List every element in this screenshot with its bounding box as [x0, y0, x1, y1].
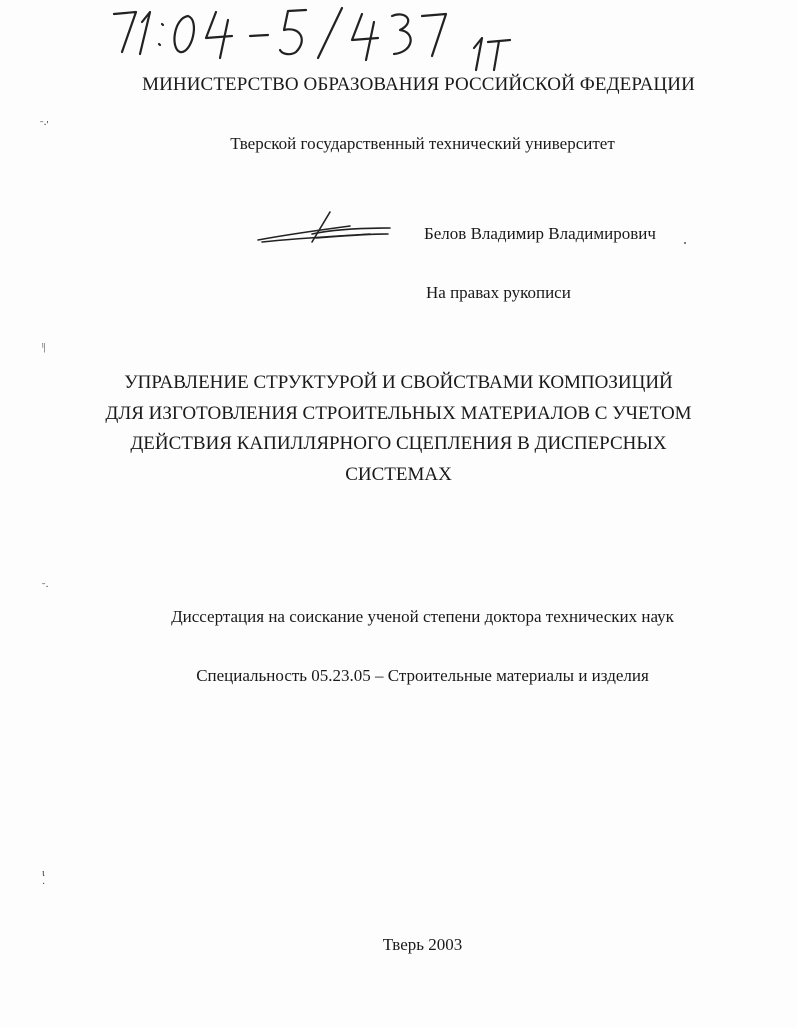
handwriting-drawing — [110, 0, 570, 75]
speck — [684, 242, 686, 244]
signature-drawing — [250, 204, 395, 248]
title-line: СИСТЕМАХ — [345, 463, 452, 485]
margin-mark: ɩ · — [42, 868, 46, 890]
manuscript-status: На правах рукописи — [426, 283, 571, 302]
dissertation-degree: Диссертация на соискание ученой степени доктора технических наук — [171, 607, 674, 626]
city-year: Тверь 2003 — [382, 935, 463, 954]
author-name: Белов Владимир Владимирович — [424, 224, 656, 243]
university-name: Тверской государственный технический университет — [230, 134, 615, 153]
author-signature — [250, 204, 395, 248]
handwritten-archive-number — [110, 0, 570, 75]
margin-mark: ˉ· — [42, 582, 49, 593]
margin-mark: ˡ| — [42, 342, 46, 353]
title-line: ДЛЯ ИЗГОТОВЛЕНИЯ СТРОИТЕЛЬНЫХ МАТЕРИАЛОВ С УЧЕТОМ — [105, 402, 692, 424]
ministry-heading: МИНИСТЕРСТВО ОБРАЗОВАНИЯ РОССИЙСКОЙ ФЕДЕРАЦИИ — [142, 74, 695, 95]
specialty: Специальность 05.23.05 – Строительные материалы и изделия — [196, 666, 649, 685]
dissertation-title — [0, 368, 797, 490]
title-line: ДЕЙСТВИЯ КАПИЛЛЯРНОГО СЦЕПЛЕНИЯ В ДИСПЕРСНЫХ — [130, 433, 667, 454]
margin-mark: ˉ·' — [40, 120, 49, 131]
title-line: УПРАВЛЕНИЕ СТРУКТУРОЙ И СВОЙСТВАМИ КОМПОЗИЦИЙ — [124, 372, 673, 393]
